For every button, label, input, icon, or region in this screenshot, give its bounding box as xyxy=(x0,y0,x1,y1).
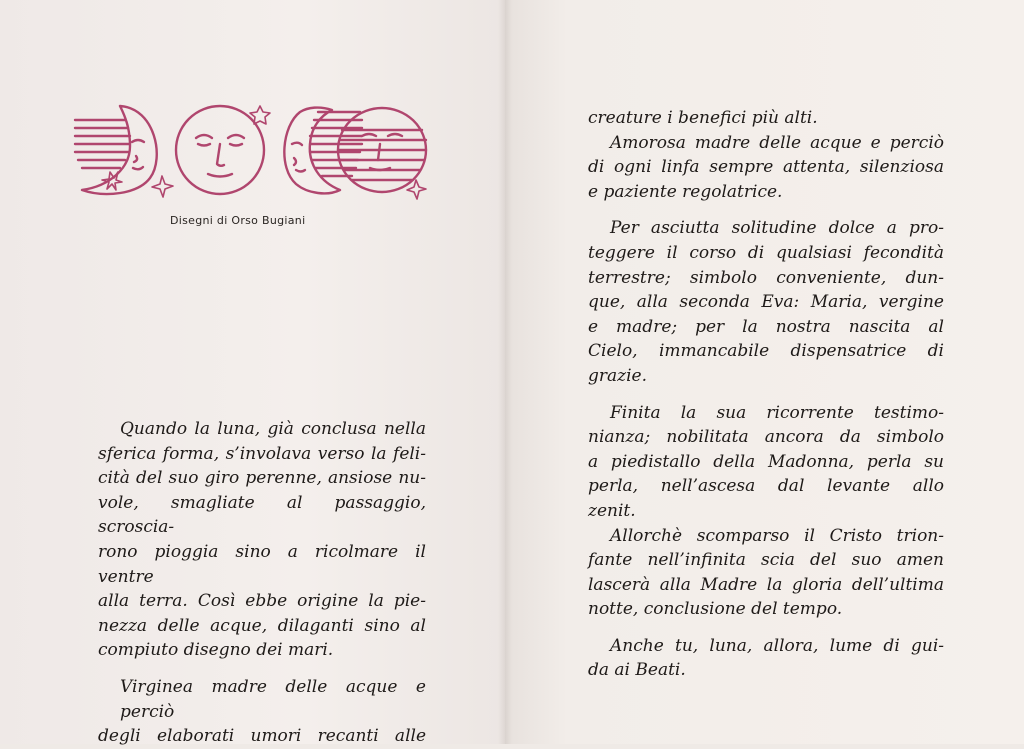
text-line: fante nell’infinita scia del suo amen xyxy=(588,550,944,571)
text-line: Quando la luna, già conclusa nella xyxy=(120,419,426,439)
paragraph xyxy=(98,675,426,749)
text-line: nianza; nobilitata ancora da simbolo xyxy=(588,427,944,448)
illustration-caption: Disegni di Orso Bugiani xyxy=(170,214,306,227)
left-page xyxy=(0,0,505,747)
paragraph xyxy=(588,634,944,683)
text-line: terrestre; simbolo conveniente, dun- xyxy=(588,267,944,288)
text-line: notte, conclusione del tempo. xyxy=(588,599,843,620)
text-line: e madre; per la nostra nascita al xyxy=(588,316,944,337)
text-line: degli elaborati umori recanti alle xyxy=(98,726,426,747)
text-line: rono pioggia sino a ricolmare il ventre xyxy=(98,541,426,587)
text-line: Finita la sua ricorrente testimo- xyxy=(610,402,944,423)
text-line: cità del suo giro perenne, ansiose nu- xyxy=(98,468,426,489)
text-line: zenit. xyxy=(588,500,636,521)
text-line: grazie. xyxy=(588,365,648,386)
hatched-moon-face-icon xyxy=(338,108,426,199)
paragraph xyxy=(98,417,426,663)
full-moon-face-icon xyxy=(176,106,270,194)
book-gutter xyxy=(498,0,512,744)
text-line: di ogni linfa sempre attenta, silenziosa xyxy=(588,157,944,178)
text-line: e paziente regolatrice. xyxy=(588,181,783,202)
text-line: sferica forma, s’involava verso la feli- xyxy=(98,443,426,464)
text-line: da ai Beati. xyxy=(588,660,686,681)
text-line: a piedistallo della Madonna, perla su xyxy=(588,451,944,472)
text-line: vole, smagliate al passaggio, scroscia- xyxy=(98,492,426,538)
text-line: compiuto disegno dei mari. xyxy=(98,640,334,661)
text-line: lascerà alla Madre la gloria dell’ultima xyxy=(588,574,944,595)
text-line: Cielo, immancabile dispensatrice di xyxy=(588,341,944,362)
text-line: Virginea madre delle acque e perciò xyxy=(120,676,426,722)
text-line: Per asciutta solitudine dolce a pro- xyxy=(610,218,944,239)
text-line: perla, nell’ascesa dal levante allo xyxy=(588,476,944,497)
paragraph xyxy=(588,106,944,204)
text-line: creature i benefici più alti. xyxy=(588,108,818,128)
crescent-moon-face-icon xyxy=(75,106,157,194)
paragraph xyxy=(588,401,944,622)
paragraph xyxy=(588,216,944,388)
text-line: Anche tu, luna, allora, lume di gui- xyxy=(610,635,944,656)
text-line: nezza delle acque, dilaganti sino al xyxy=(98,615,426,636)
text-line: Allorchè scomparso il Cristo trion- xyxy=(610,525,944,546)
right-page-text xyxy=(588,106,944,683)
text-line: teggere il corso di qualsiasi fecondità xyxy=(588,242,944,263)
text-line: Amorosa madre delle acque e perciò xyxy=(610,132,944,153)
left-page-text xyxy=(98,417,426,749)
moon-faces-drawing-icon xyxy=(70,98,440,208)
text-line: alla terra. Così ebbe origine la pie- xyxy=(98,591,426,612)
text-line: que, alla seconda Eva: Maria, vergine xyxy=(588,292,944,313)
